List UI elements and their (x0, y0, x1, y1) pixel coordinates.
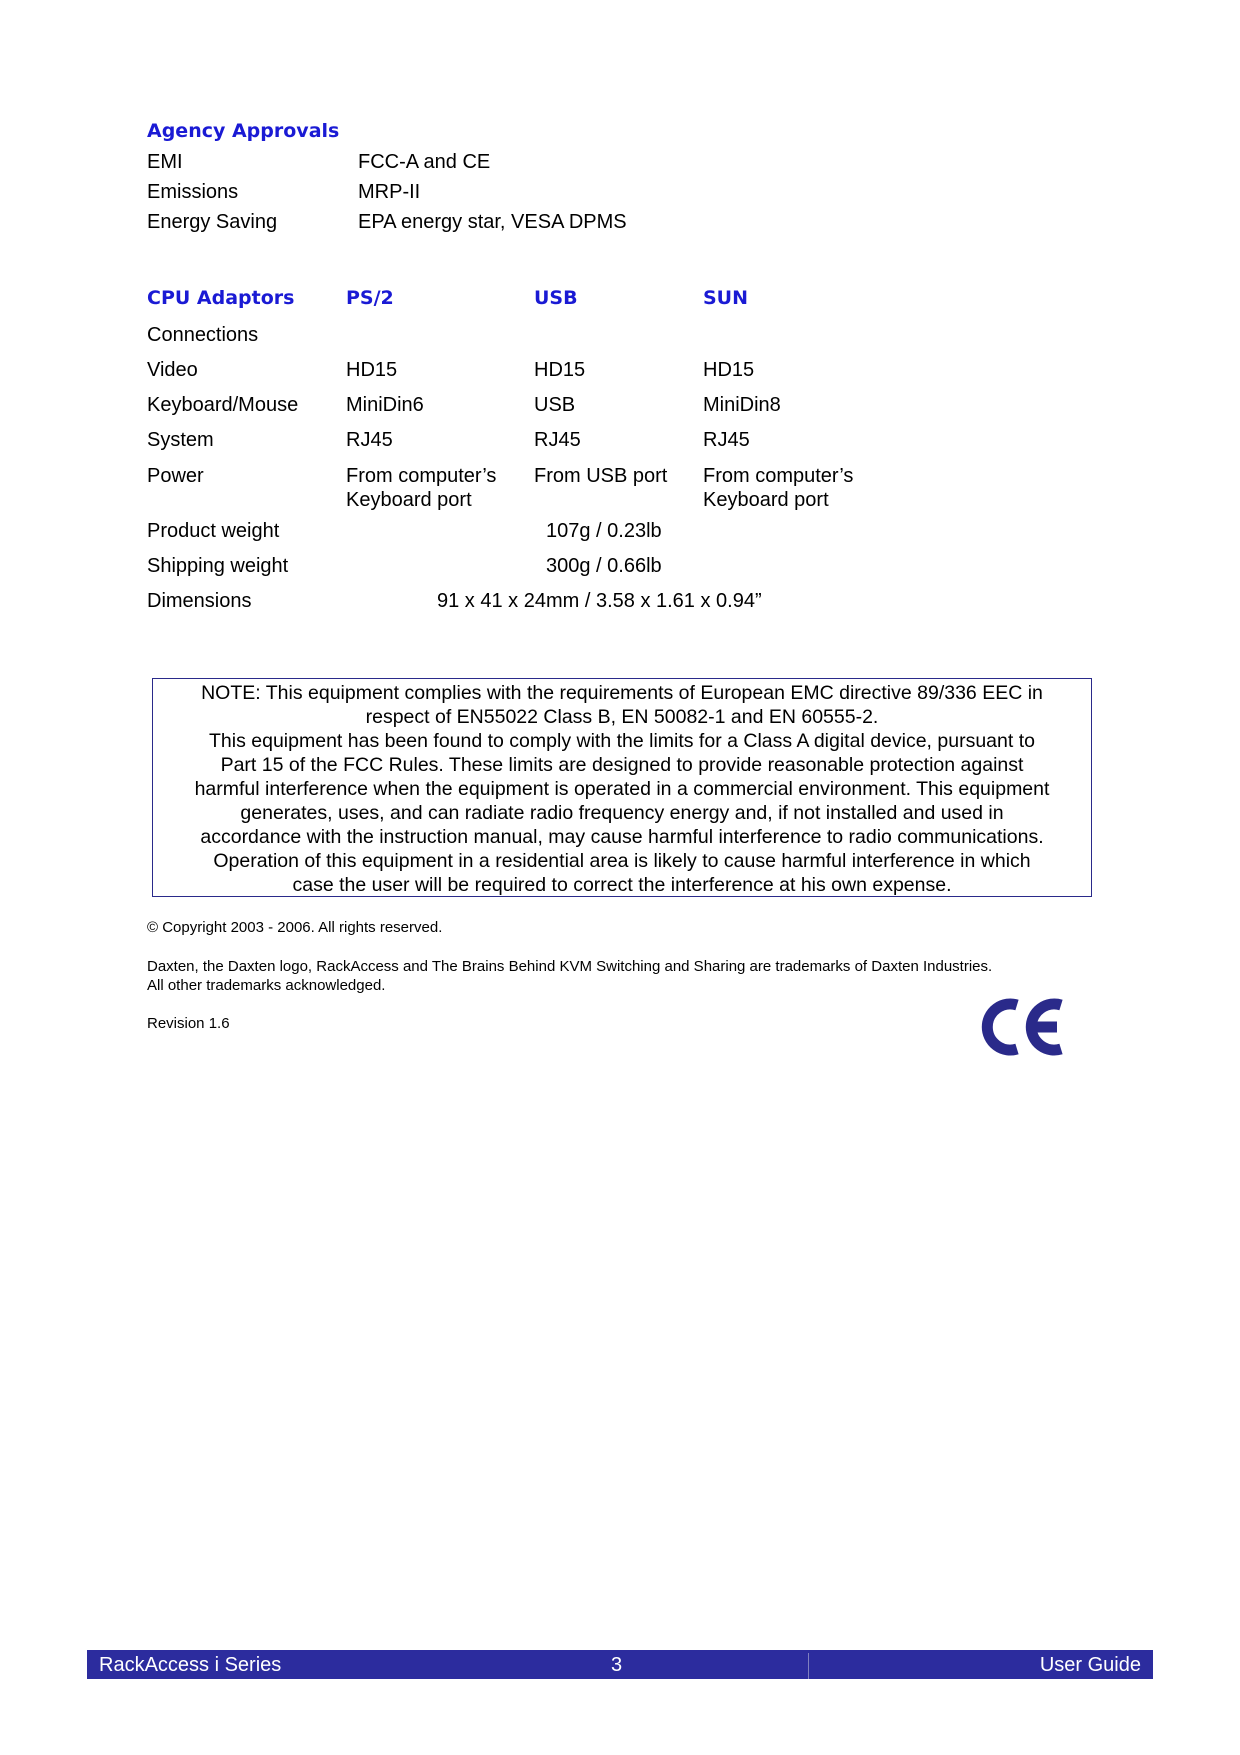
copyright-text: © Copyright 2003 - 2006. All rights reserved. (147, 919, 443, 936)
note-line: respect of EN55022 Class B, EN 50082-1 and EN 60555-2. (365, 706, 879, 728)
connections-label: Connections (147, 324, 259, 346)
ps2-column-heading: PS/2 (346, 287, 394, 309)
dimensions-value: 91 x 41 x 24mm / 3.58 x 1.61 x 0.94” (437, 590, 762, 612)
power-sun-line2: Keyboard port (703, 489, 829, 511)
energy-saving-value: EPA energy star, VESA DPMS (358, 211, 627, 233)
footer-user-guide: User Guide (1039, 1654, 1141, 1676)
note-line: Operation of this equipment in a residential area is likely to cause harmful interference in which (213, 850, 1031, 872)
footer-product-name: RackAccess i Series (99, 1654, 282, 1676)
video-usb: HD15 (534, 359, 586, 381)
note-line: case the user will be required to correct the interference at his own expense. (292, 874, 952, 896)
system-sun: RJ45 (703, 429, 750, 451)
footer-bar (87, 1650, 1153, 1679)
emi-value: FCC-A and CE (358, 151, 491, 173)
system-label: System (147, 429, 214, 451)
note-line: NOTE: This equipment complies with the requirements of European EMC directive 89/336 EEC in (201, 682, 1043, 704)
agency-approvals-heading: Agency Approvals (147, 120, 340, 142)
emissions-label: Emissions (147, 181, 239, 203)
keyboard-mouse-usb: USB (534, 394, 576, 416)
note-line: harmful interference when the equipment is operated in a commercial environment. This equipment (194, 778, 1050, 800)
emi-label: EMI (147, 151, 183, 173)
video-sun: HD15 (703, 359, 755, 381)
footer-page-number: 3 (611, 1654, 623, 1676)
note-line: accordance with the instruction manual, may cause harmful interference to radio communications. (200, 826, 1044, 848)
shipping-weight-label: Shipping weight (147, 555, 289, 577)
footer-divider (808, 1653, 809, 1679)
sun-column-heading: SUN (703, 287, 749, 309)
dimensions-label: Dimensions (147, 590, 252, 612)
power-sun-line1: From computer’s (703, 465, 854, 487)
video-ps2: HD15 (346, 359, 398, 381)
system-ps2: RJ45 (346, 429, 393, 451)
note-line: generates, uses, and can radiate radio frequency energy and, if not installed and used in (240, 802, 1004, 824)
revision-text: Revision 1.6 (147, 1015, 230, 1032)
system-usb: RJ45 (534, 429, 581, 451)
note-line: This equipment has been found to comply with the limits for a Class A digital device, pursuant to (209, 730, 1035, 752)
trademarks-line1: Daxten, the Daxten logo, RackAccess and The Brains Behind KVM Switching and Sharing are trademarks of Daxten Industries. (147, 958, 993, 975)
emissions-value: MRP-II (358, 181, 421, 203)
cpu-adaptors-heading: CPU Adaptors (147, 287, 295, 309)
power-usb: From USB port (534, 465, 668, 487)
power-ps2-line1: From computer’s (346, 465, 497, 487)
ce-mark-icon (981, 996, 1067, 1058)
keyboard-mouse-label: Keyboard/Mouse (147, 394, 299, 416)
compliance-note-box (152, 678, 1092, 897)
keyboard-mouse-ps2: MiniDin6 (346, 394, 424, 416)
power-label: Power (147, 465, 204, 487)
product-weight-label: Product weight (147, 520, 280, 542)
note-line: Part 15 of the FCC Rules. These limits are designed to provide reasonable protection against (220, 754, 1024, 776)
energy-saving-label: Energy Saving (147, 211, 278, 233)
trademarks-line2: All other trademarks acknowledged. (147, 977, 386, 994)
keyboard-mouse-sun: MiniDin8 (703, 394, 781, 416)
power-ps2-line2: Keyboard port (346, 489, 472, 511)
video-label: Video (147, 359, 198, 381)
product-weight-value: 107g / 0.23lb (546, 520, 662, 542)
shipping-weight-value: 300g / 0.66lb (546, 555, 662, 577)
usb-column-heading: USB (534, 287, 578, 309)
